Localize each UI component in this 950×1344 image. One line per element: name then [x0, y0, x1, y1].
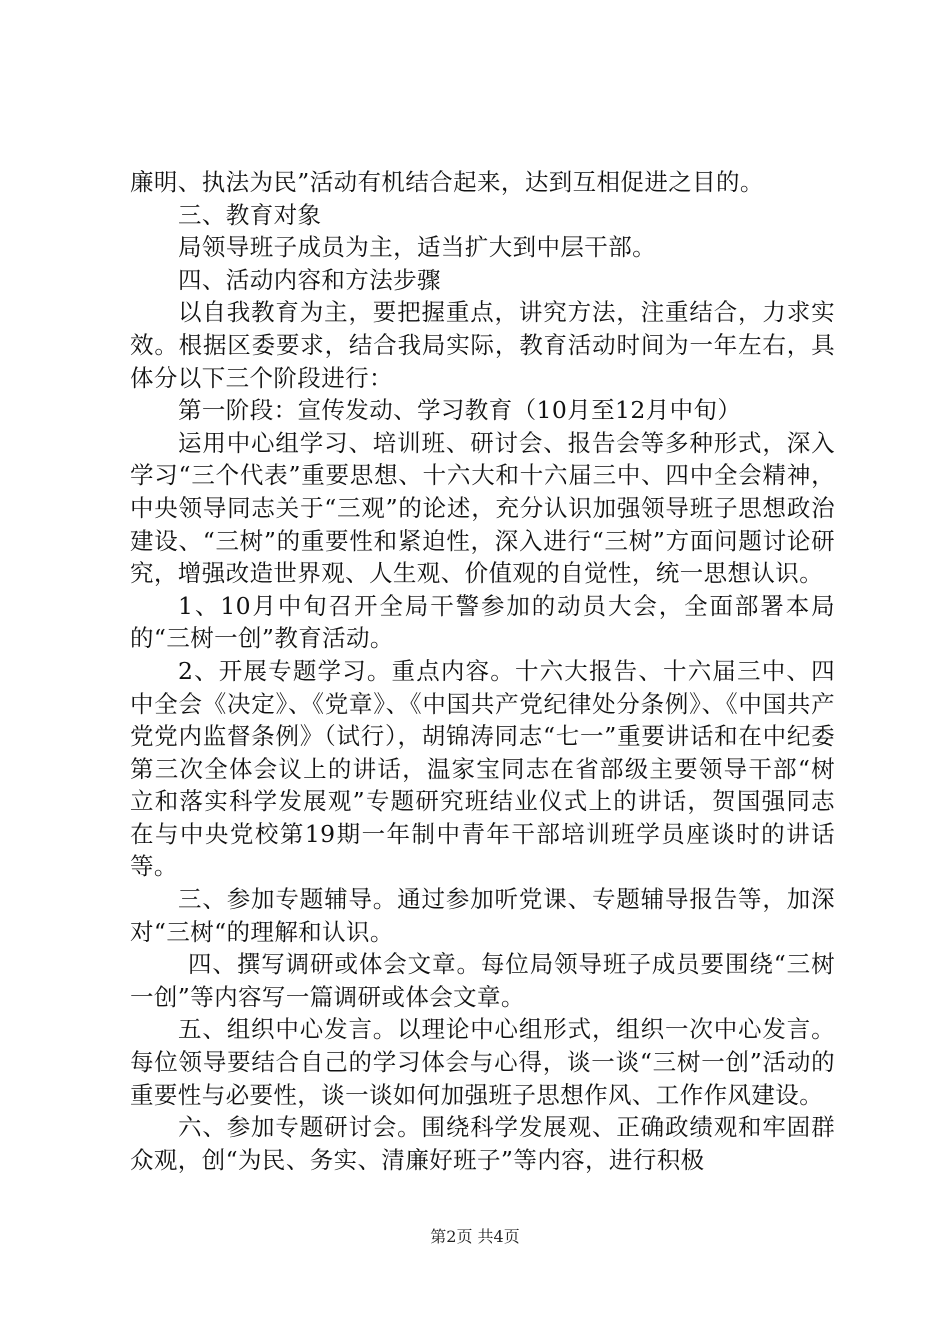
- list-item-1: 1、10月中旬召开全局干警参加的动员大会，全面部署本局的“三树一创”教育活动。: [130, 591, 835, 653]
- list-item-6: 六、参加专题研讨会。围绕科学发展观、正确政绩观和牢固群众观，创“为民、务实、清廉好班子”等内容，进行积极: [130, 1113, 835, 1174]
- list-item-3: 三、参加专题辅导。通过参加听党课、专题辅导报告等，加深对“三树“的理解和认识。: [130, 885, 835, 946]
- section-heading-education-targets: 三、教育对象: [178, 200, 322, 229]
- paragraph-education-targets: 局领导班子成员为主，适当扩大到中层干部。: [178, 233, 656, 262]
- paragraph-continuation: 廉明、执法为民”活动有机结合起来，达到互相促进之目的。: [130, 168, 764, 196]
- stage-heading-first: 第一阶段：宣传发动、学习教育（10月至12月中旬）: [178, 396, 742, 425]
- paragraph-activity-overview: 以自我教育为主，要把握重点，讲究方法，注重结合，力求实效。根据区委要求，结合我局实际，教育活动时间为一年左右，具体分以下三个阶段进行：: [130, 298, 835, 392]
- list-item-5: 五、组织中心发言。以理论中心组形式，组织一次中心发言。每位领导要结合自己的学习体会与心得，谈一谈“三树一创”活动的重要性与必要性，谈一谈如何加强班子思想作风、工作作风建设。: [130, 1015, 835, 1109]
- document-body: [130, 166, 835, 1176]
- list-item-4: 四、撰写调研或体会文章。每位局领导班子成员要围绕“三树一创”等内容写一篇调研或体会文章。: [130, 950, 835, 1011]
- section-heading-activity-content: 四、活动内容和方法步骤: [178, 265, 441, 294]
- page-number-footer: 第2页 共4页: [430, 1227, 520, 1246]
- paragraph-first-stage: 运用中心组学习、培训班、研讨会、报告会等多种形式，深入学习“三个代表”重要思想、十六大和十六届三中、四中全会精神，中央领导同志关于“三观”的论述，充分认识加强领导班子思想政治建设、“三树”的重要性和紧迫性，深入进行“三树”方面问题讨论研究，增强改造世界观、人生观、价值观的自觉性，统一思想认识。: [130, 428, 835, 588]
- list-item-2: 2、开展专题学习。重点内容。十六大报告、十六届三中、四中全会《决定》、《党章》、《中国共产党纪律处分条例》、《中国共产党党内监督条例》（试行），胡锦涛同志“七一”重要讲话和在中纪委第三次全体会议上的讲话，温家宝同志在省部级主要领导干部“树立和落实科学发展观”专题研究班结业仪式上的讲话，贺国强同志在与中央党校第19期一年制中青年干部培训班学员座谈时的讲话等。: [130, 656, 835, 881]
